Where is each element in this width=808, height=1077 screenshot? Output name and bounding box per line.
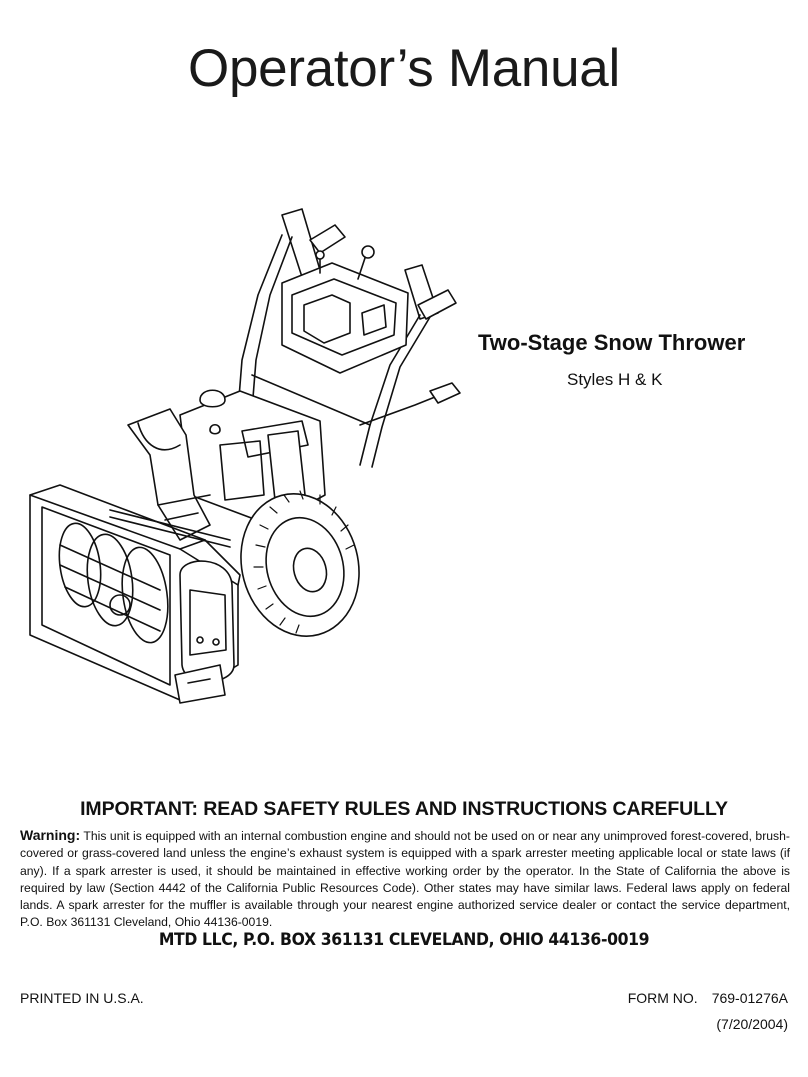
company-address: MTD LLC, P.O. BOX 361131 CLEVELAND, OHIO 44136-0019 — [158, 930, 650, 950]
warning-paragraph — [20, 827, 790, 932]
important-heading: IMPORTANT: READ SAFETY RULES AND INSTRUCTIONS CAREFULLY — [80, 798, 728, 820]
form-number: 769-01276A — [711, 990, 788, 1006]
snow-thrower-illustration — [20, 195, 490, 735]
warning-text: This unit is equipped with an internal combustion engine and should not be used on or near any unimproved forest-covered, brush-covered or grass-covered land unless the engine’s exhaust system is equipped with a spark arrester meeting applicable local or state laws (if any). If a spark arrester is used, it should be maintained in effective working order by the operator. In the State of California the above is required by law (Section 4442 of the California Public Resources Code). Other states may have similar laws. Federal laws apply on federal lands. A spark arrester for the muffler is available through your nearest engine authorized service dealer or contact the service department, P.O. Box 361131 Cleveland, Ohio 44136-0019. — [20, 829, 790, 930]
product-title: Two-Stage Snow Thrower — [478, 330, 746, 355]
printed-in: PRINTED IN U.S.A. — [20, 990, 144, 1006]
warning-label: Warning: — [20, 827, 81, 843]
form-label: FORM NO. — [627, 990, 698, 1006]
form-number-line — [628, 990, 788, 1006]
product-styles: Styles H & K — [567, 370, 663, 389]
form-date: (7/20/2004) — [716, 1016, 788, 1032]
page-title: Operator’s Manual — [188, 39, 620, 98]
